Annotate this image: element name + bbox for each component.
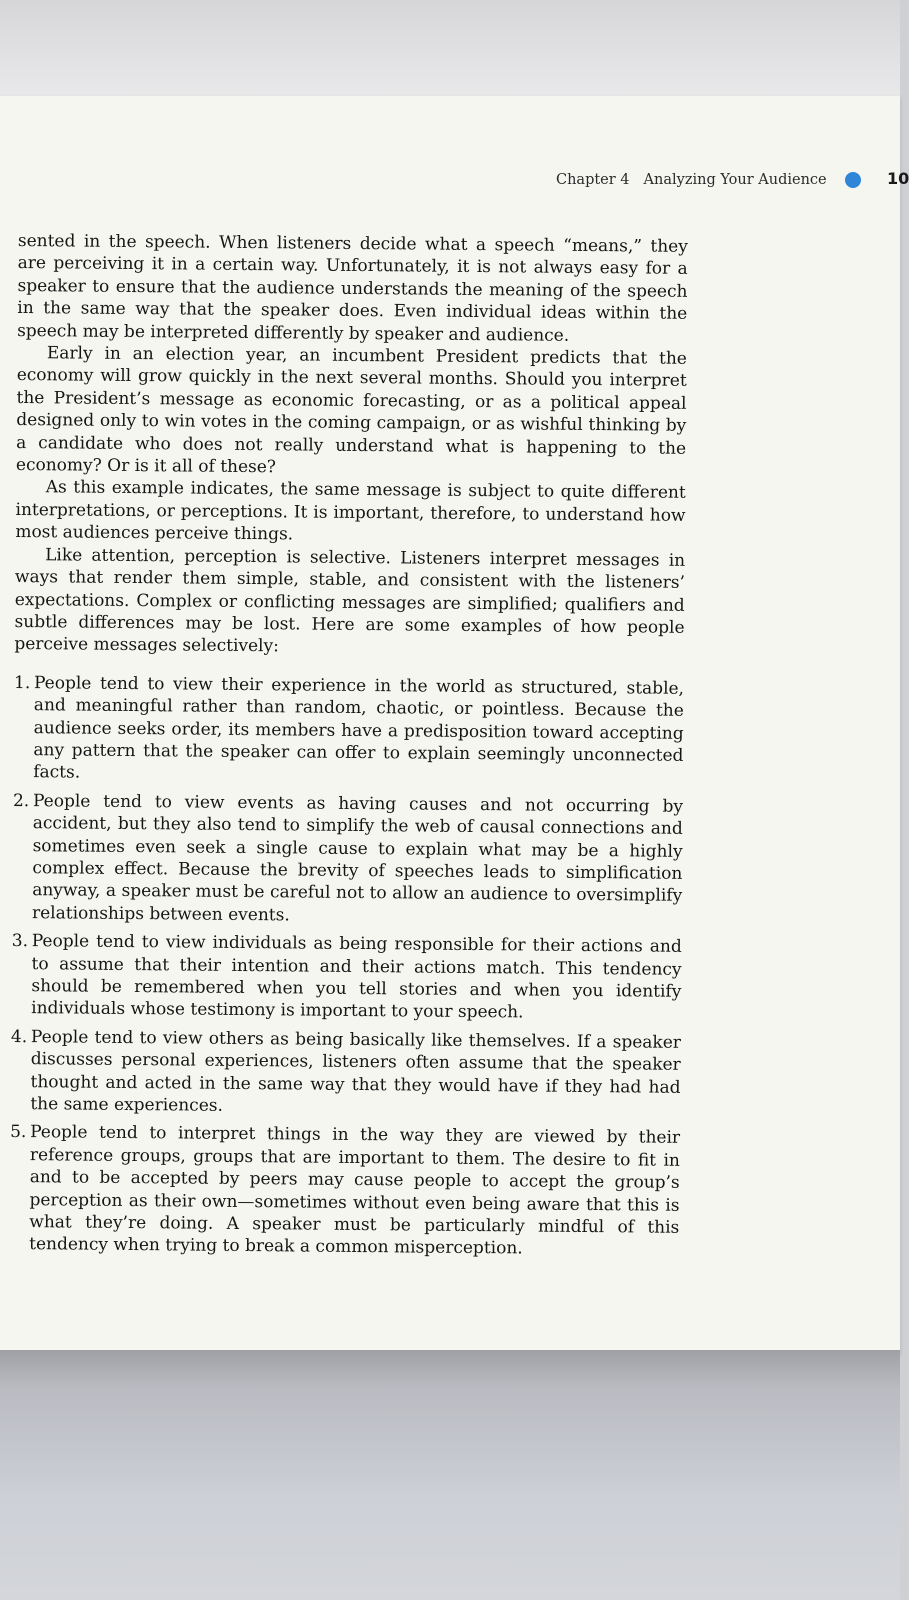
list-item xyxy=(11,930,682,1025)
list-number: 4. xyxy=(10,1026,28,1047)
list-text: People tend to view their experience in the world as structured, stable, and meaningful rather than random, chaotic, or pointless. Because the audience seeks order, its members have a predisposition toward accepting any pattern that the speaker can offer to explain seemingly unconnected facts. xyxy=(33,672,685,783)
blue-dot-icon xyxy=(845,172,861,188)
list-number: 5. xyxy=(10,1122,27,1143)
paragraph: As this example indicates, the same message is subject to quite different interpretations, or perceptions. It is important, therefore, to understand how most audiences perceive things. xyxy=(15,477,686,545)
chapter-label: Chapter 4 xyxy=(556,172,630,188)
running-head xyxy=(556,172,827,188)
paragraph: Like attention, perception is selective. Listeners interpret messages in ways that render them simple, stable, and consistent with the listeners’ expectations. Complex or conflicting messages are simplified; qualifiers and subtle differences may be lost. Here are some examples of how people perceive messages selectively: xyxy=(14,544,686,657)
list-text: People tend to view individuals as being responsible for their actions and to assume that their intention and their actions match. This tendency should be remembered when you tell stories and when you identify individuals whose testimony is important to your speech. xyxy=(31,931,682,1023)
paragraph: sented in the speech. When listeners decide what a speech “means,” they are perceiving it in a certain way. Unfortunately, it is not always easy for a speaker to ensure that the audience understands the meaning of the speech in the same way that the speaker does. Even individual ideas within the speech may be interpreted differently by speaker and audience. xyxy=(17,230,688,346)
page-number: 10 xyxy=(887,169,909,188)
background-bottom xyxy=(0,1350,900,1600)
list-number: 3. xyxy=(11,931,29,952)
list-text: People tend to interpret things in the way they are viewed by their reference groups, groups that are important to them. The desire to fit in and to be accepted by peers may cause people to accept the group’s perception as their own—sometimes without even being aware that this is what they’re doing. A speaker must be particularly mindful of this tendency when trying to break a common misperception. xyxy=(29,1122,681,1259)
list-number: 1. xyxy=(13,672,31,693)
perception-list xyxy=(9,672,684,1262)
list-text: People tend to view events as having causes and not occurring by accident, but they also tend to simplify the web of causal connections and sometimes even seek a single cause to explain what may be a highly complex effect. Because the brevity of speeches leads to simplification anyway, a speaker must be careful not to allow an audience to oversimplify relationships between events. xyxy=(31,790,684,926)
list-item xyxy=(12,790,683,930)
chapter-title: Analyzing Your Audience xyxy=(643,172,827,188)
list-item xyxy=(10,1026,681,1121)
list-item xyxy=(9,1121,680,1261)
body-text xyxy=(9,230,688,1268)
background-top xyxy=(0,0,900,100)
list-number: 2. xyxy=(12,790,30,811)
list-text: People tend to view others as being basically like themselves. If a speaker discusses personal experiences, listeners often assume that the speaker thought and acted in the same way that they would have if they had had the same experiences. xyxy=(30,1026,682,1116)
paragraph: Early in an election year, an incumbent President predicts that the economy will grow quickly in the next several months. Should you interpret the President’s message as economic forecasting, or as a political appeal designed only to win votes in the coming campaign, or as wishful thinking by a candidate who does not really understand what is happening to the economy? Or is it all of these? xyxy=(15,343,687,478)
list-item xyxy=(13,672,684,790)
